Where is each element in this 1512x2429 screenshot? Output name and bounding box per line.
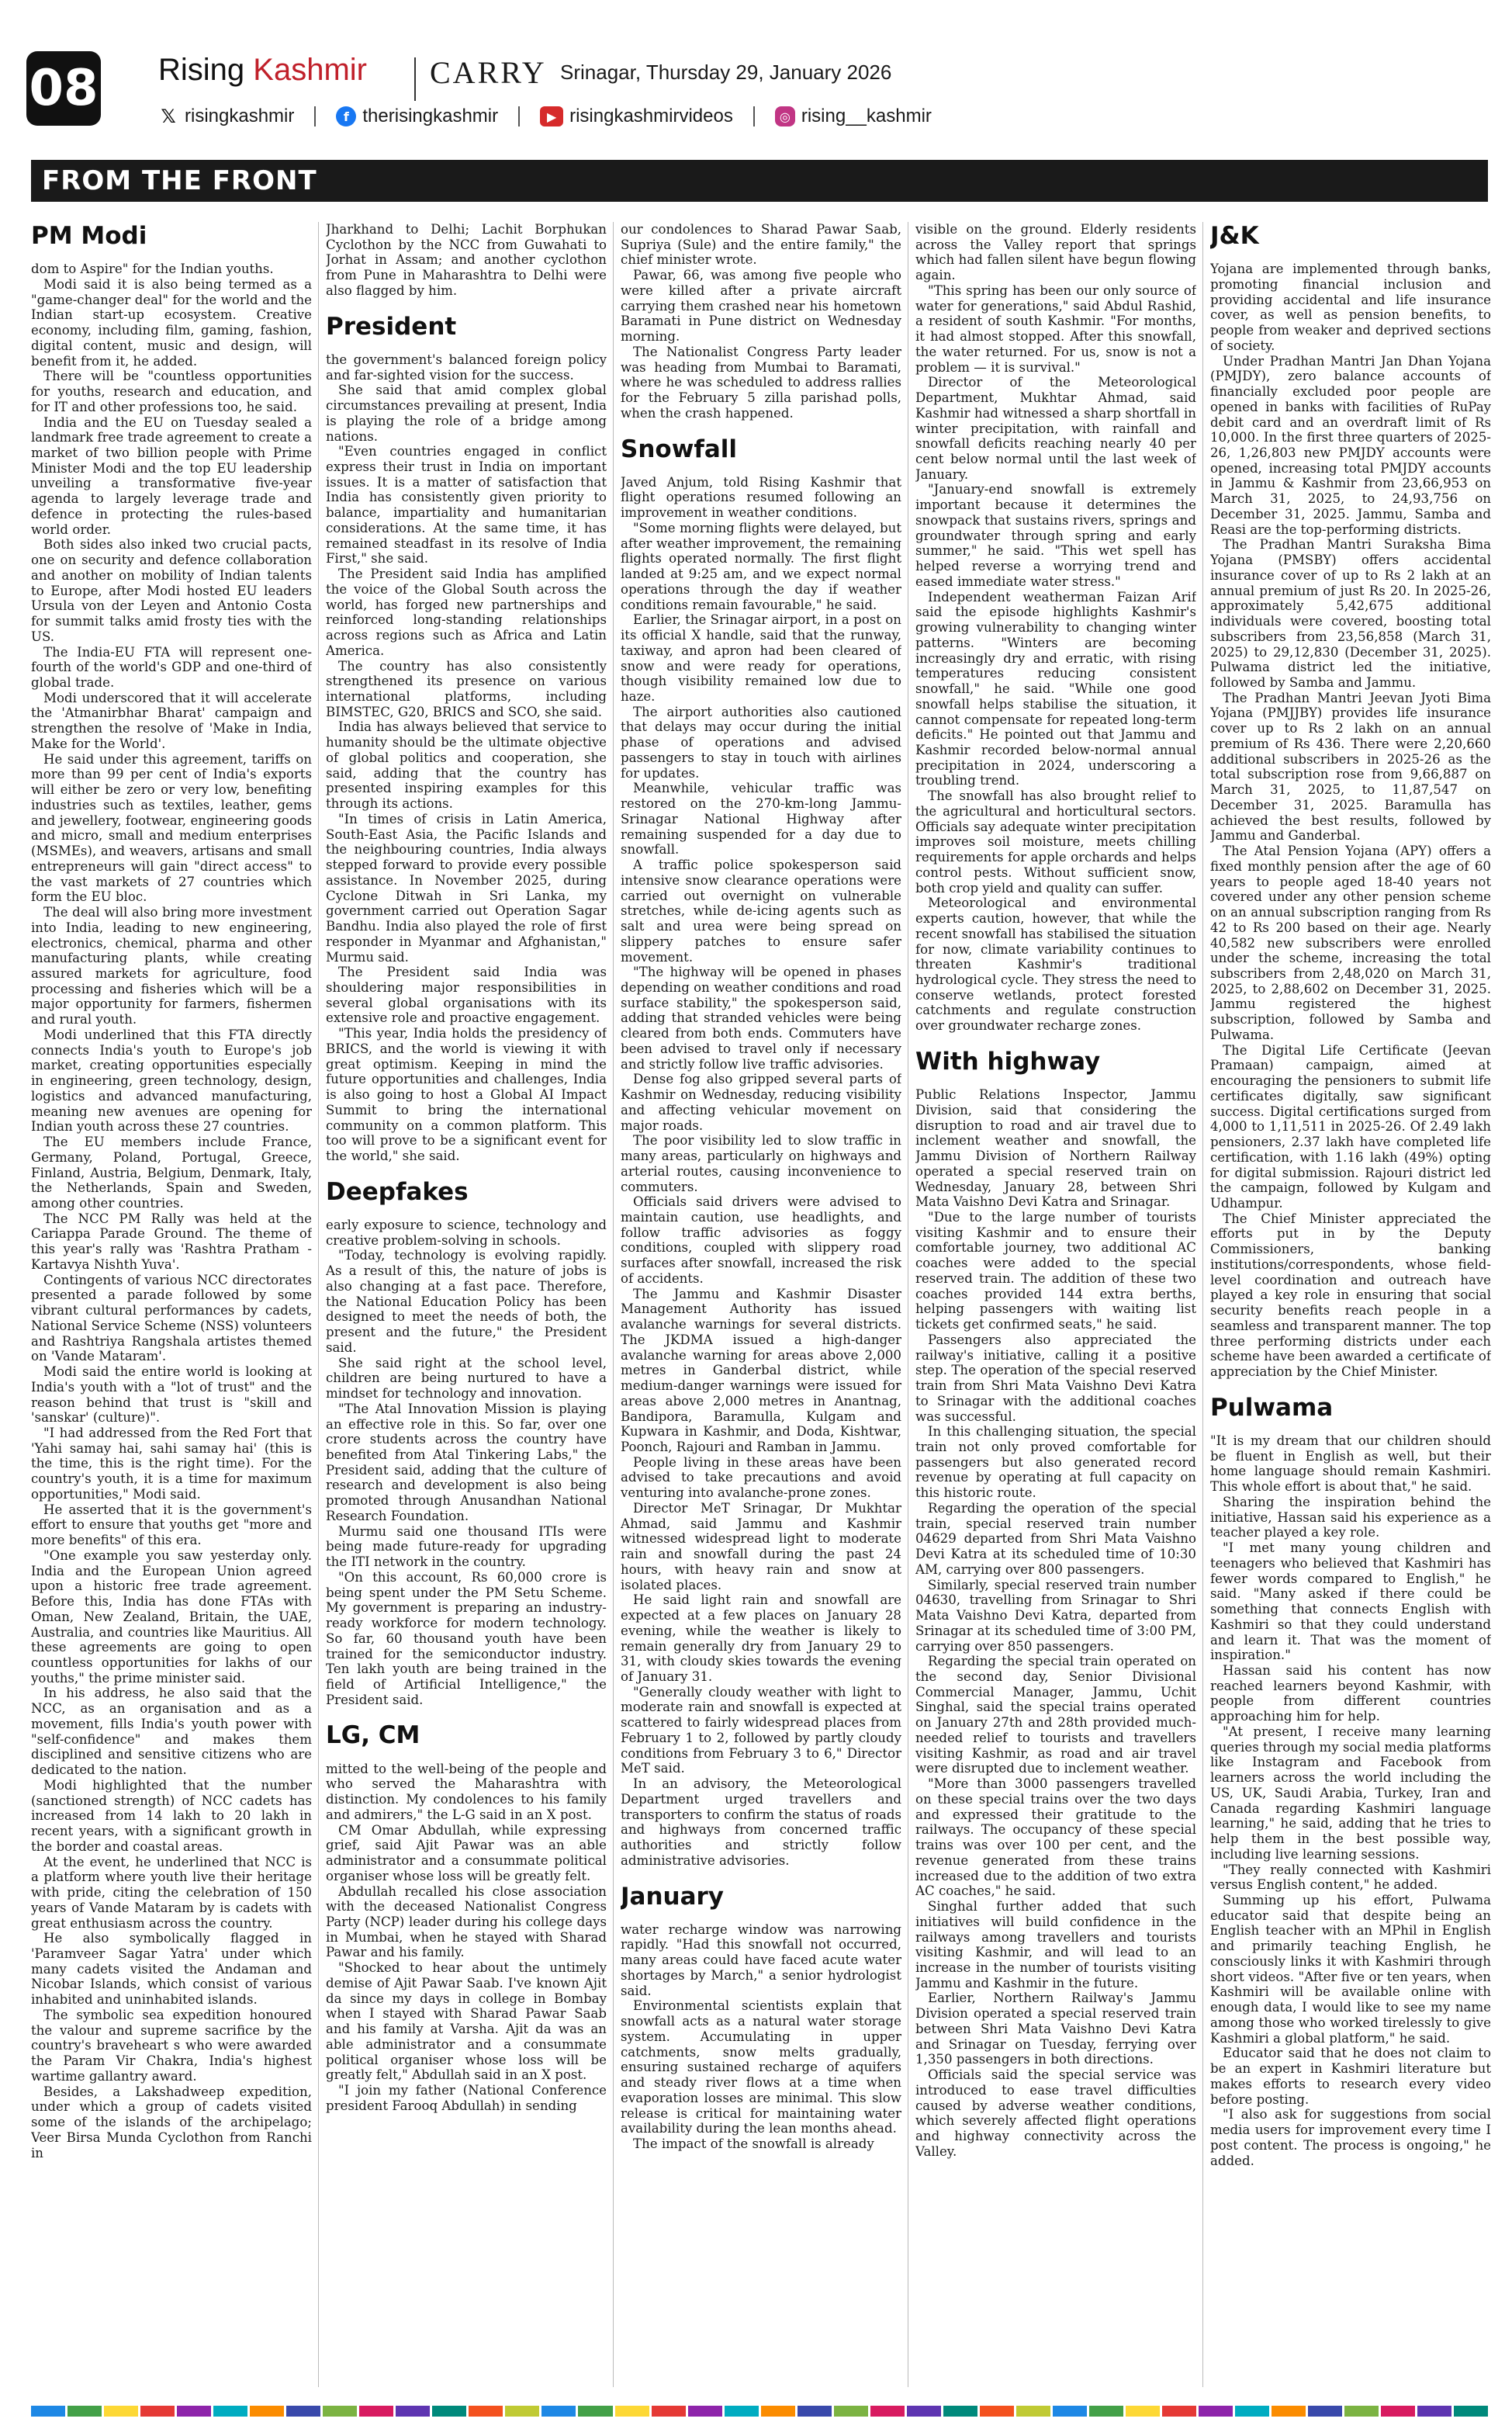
color-swatch [798,2406,832,2417]
article-paragraph: In an advisory, the Meteorological Department urged travellers and transporters to confirm the status of roads and highways from concerned traffic authorities and strictly follow administrative advisories. [621,1776,901,1868]
article-paragraph: Besides, a Lakshadweep expedition, under which a group of cadets visited some of the islands of the archipelago; Veer Birsa Munda Cyclothon from Ranchi in [31,2084,312,2160]
edition-title: CARRY [430,55,547,90]
color-swatch [250,2406,284,2417]
page-number: 08 [26,51,101,126]
article-heading: President [326,312,457,341]
column-5 [1210,222,1491,2387]
article-paragraph: "I had addressed from the Red Fort that 'Yahi samay hai, sahi samay hai' (this is the time, this is the right time). For the country's youth, it is a time for maximum opportunities," Modi said. [31,1426,312,1502]
dateline: Srinagar, Thursday 29, January 2026 [560,61,892,84]
article-heading: J&K [1210,222,1259,250]
article-paragraph: "One example you saw yesterday only. India and the European Union agreed upon a historic free trade agreement. Before this, India has done FTAs with Oman, New Zealand, Britain, the UAE, Australia, and countries like Mauritius. All these agreements are going to open countless opportunities for lakhs of our youths," the prime minister said. [31,1547,312,1686]
social-link[interactable] [775,106,932,127]
article-paragraph: Modi highlighted that the number (sanctioned strength) of NCC cadets has increased from 14 lakh to 20 lakh in recent years, with a significant growth in the border and coastal areas. [31,1777,312,1854]
article-paragraph: early exposure to science, technology and creative problem-solving in schools. [326,1217,607,1248]
article-paragraph: Javed Anjum, told Rising Kashmir that flight operations resumed following an improvement in weather conditions. [621,474,901,521]
article-paragraph: Modi said it is also being termed as a "game-changer deal" for the world and the Indian start-up ecosystem. Creative economy, including film, gaming, fashion, digital content, music and design, will benefit from it, he added. [31,276,312,369]
brand-kashmir: Kashmir [253,53,367,87]
color-swatch [1053,2406,1087,2417]
article-paragraph: "The highway will be opened in phases depending on weather conditions and road surface stability," the spokesperson said, adding that stranded vehicles were being cleared from both ends. Commuters have been advised to travel only if necessary and strictly follow live traffic advisories. [621,965,901,1072]
article-paragraph: The Chief Minister appreciated the efforts put in by the Deputy Commissioners, banking institutions/correspondents, whose field-level coordination and outreach have played a key role in ensuring that social security benefits reach people in a seamless and transparent manner. The top three performing districts under each scheme have been awarded a certificate of appreciation by the Chief Minister. [1210,1211,1491,1380]
article-paragraph: "Shocked to hear about the untimely demise of Ajit Pawar Saab. I've known Ajit da since my days in college in Bombay when I stayed with Sharad Pawar Saab and his family at Varsha. Ajit da was an able administrator and a consummate political organiser whose loss will be greatly felt," Abdullah said in an X post. [326,1960,607,2083]
column-1 [31,222,312,2387]
article-paragraph: India and the EU on Tuesday sealed a landmark free trade agreement to create a market of two billion people with Prime Minister Modi and the top EU leadership unveiling a transformative five-year agenda to largely leverage trade and defence in protecting the rules-based world order. [31,414,312,537]
article-paragraph: "This spring has been our only source of water for generations," said Abdul Rashid, a resident of south Kashmir. "For months, it had almost stopped. After this snowfall, the water returned. For us, snow is not a problem — it is survival." [915,282,1196,375]
article-paragraph: Earlier, the Srinagar airport, in a post on its official X handle, said that the runway, taxiway, and apron had been cleared of snow and were ready for operations, though visibility remained low due to haze. [621,612,901,705]
article-paragraph: Murmu said one thousand ITIs were being made future-ready for upgrading the ITI network in the country. [326,1523,607,1570]
article-paragraph: The airport authorities also cautioned that delays may occur during the initial phase of operations and advised passengers to stay in touch with airlines for updates. [621,704,901,781]
column-4 [915,222,1196,2387]
article-paragraph: "The Atal Innovation Mission is playing an effective role in this. So far, over one crore students across the country have benefited from Atal Tinkering Labs," the President said, adding that the culture of research and development is also being promoted through Anusandhan National Research Foundation. [326,1401,607,1523]
color-swatch [1344,2406,1379,2417]
article-paragraph: The snowfall has also brought relief to the agricultural and horticultural sectors. Officials say adequate winter precipitation improves soil moisture, meets chilling requirements for apple orchards and helps control pests. Without sufficient snow, both crop yield and quality can suffer. [915,788,1196,896]
article-paragraph: Jharkhand to Delhi; Lachit Borphukan Cyclothon by the NCC from Guwahati to Jorhat in Assam; and another cyclothon from Pune in Maharashtra to Delhi were also flagged by him. [326,222,607,298]
color-swatch [1089,2406,1123,2417]
color-swatch [286,2406,320,2417]
article-paragraph: Regarding the special train operated on the second day, Senior Divisional Commercial Manager, Jammu, Uchit Singhal, said the special trains operated on January 27th and 28th provided much-needed relief to tourists and travellers visiting Kashmir, as road and air travel were disrupted due to inclement weather. [915,1654,1196,1776]
article-paragraph: Dense fog also gripped several parts of Kashmir on Wednesday, reducing visibility and affecting vehicular movement on major roads. [621,1072,901,1133]
color-swatch [1126,2406,1160,2417]
article-paragraph: The Digital Life Certificate (Jeevan Pramaan) campaign, aimed at encouraging the pensioners to submit life certificates digitally, saw significant success. Digital certifications surged from 4,000 to 1,11,511 in 2025-26. Of 2.49 lakh pensioners, 2.37 lakh have completed life certification, with 1.16 lakh (49%) opting for digital submission. Rajouri district led the campaign, followed by Kulgam and Udhampur. [1210,1042,1491,1211]
article-paragraph: Modi said the entire world is looking at India's youth with a "lot of trust" and the reason behind that trust is "skill and 'sanskar' (culture)". [31,1364,312,1426]
article-paragraph: Passengers also appreciated the railway's initiative, calling it a positive step. The operation of the special reserved train from Shri Mata Vaishno Devi Katra to Srinagar with the additional coaches was successful. [915,1332,1196,1424]
article-paragraph: CM Omar Abdullah, while expressing grief, said Ajit Pawar was an able administrator and a consummate political organiser whose loss will be greatly felt. [326,1822,607,1883]
article-paragraph: Director of the Meteorological Department, Mukhtar Ahmad, said Kashmir had witnessed a sharp shortfall in winter precipitation, with rainfall and snowfall deficits reaching nearly 40 per cent below normal until the last week of January. [915,375,1196,482]
color-swatch [432,2406,466,2417]
article-paragraph: The Pradhan Mantri Jeevan Jyoti Bima Yojana (PMJJBY) provides life insurance cover up to Rs 2 lakh on an annual premium of Rs 436. There were 2,20,660 additional subscribers in 2025-26 as the total subscription rose from 9,66,887 on March 31, 2025, to 11,87,547 on December 31, 2025. Baramulla has achieved the best results, followed by Jammu and Ganderbal. [1210,690,1491,844]
column-rule [318,222,319,2387]
color-swatch [652,2406,686,2417]
article-paragraph: "On this account, Rs 60,000 crore is being spent under the PM Setu Scheme. My government is preparing an industry-ready workforce for modern technology. So far, 60 thousand youth have been trained for the semiconductor industry. Ten lakh youth are being trained in the field of Artificial Intelligence," the President said. [326,1569,607,1707]
article-paragraph: Sharing the inspiration behind the initiative, Hassan said his experience as a teacher played a key role. [1210,1494,1491,1540]
article-body [326,1218,607,1708]
article-body [621,1922,901,2152]
color-swatch [980,2406,1014,2417]
article-paragraph: Meanwhile, vehicular traffic was restored on the 270-km-long Jammu-Srinagar National Highway after remaining suspended for a day due to snowfall. [621,781,901,858]
color-swatch [67,2406,102,2417]
color-swatch [834,2406,868,2417]
article-paragraph: "It is my dream that our children should be fluent in English as well, but their home language should remain Kashmiri. This whole effort is about that," he said. [1210,1433,1491,1495]
article-paragraph: "Generally cloudy weather with light to moderate rain and snowfall is expected at scattered to fairly widespread places from February 1 to 2, followed by partly cloudy conditions from February 3 to 6," Director MeT said. [621,1684,901,1776]
social-handle: risingkashmirvideos [569,106,733,126]
color-swatch [469,2406,503,2417]
article-body [621,222,901,421]
article-paragraph: Pawar, 66, was among five people who were killed after a private aircraft carrying them crashed near his hometown Baramati in Pune district on Wednesday morning. [621,268,901,345]
column-3 [621,222,901,2387]
color-swatch [1417,2406,1451,2417]
social-separator [314,106,316,126]
social-link[interactable] [158,106,294,127]
article-body [326,222,607,299]
article-paragraph: Both sides also inked two crucial pacts, one on security and defence collaboration and another on mobility of Indian talents to Europe, after Modi hosted EU leaders Ursula von der Leyen and Antonio Costa for summit talks amid frosty ties with the US. [31,537,312,644]
column-2 [326,222,607,2387]
article-paragraph: dom to Aspire" for the Indian youths. [31,262,274,277]
article-paragraph: Earlier, Northern Railway's Jammu Division operated a special reserved train between Shri Mata Vaishno Devi Katra and Srinagar on Tuesday, ferrying over 1,350 passengers in both directions. [915,1991,1196,2067]
color-swatch [505,2406,539,2417]
article-body [31,262,312,2160]
article-paragraph: "I also ask for suggestions from social media users for improvement every time I post content. The process is ongoing," he added. [1210,2107,1491,2168]
article-paragraph: Environmental scientists explain that snowfall acts as a natural water storage system. Accumulating in upper catchments, snow melts gradually, ensuring sustained recharge of aquifers and steady river flows at a time when evaporation losses are minimal. This slow release is critical for maintaining water availability during the lean months ahead. [621,1998,901,2136]
article-paragraph: "Some morning flights were delayed, but after weather improvement, the remaining flights operated normally. The first flight landed at 9:25 am, and we expect normal operations through the day if weather conditions remain favourable," he said. [621,520,901,612]
article-paragraph: Meteorological and environmental experts caution, however, that while the recent snowfall has stabilised the situation for now, climate variability continues to threaten Kashmir's traditional hydrological cycle. They stress the need to conserve wetlands, protect forested catchments and regulate construction over groundwater recharge zones. [915,896,1196,1034]
social-handle: therisingkashmir [362,106,499,126]
brand-rising: Rising [158,53,245,87]
article-paragraph: The Jammu and Kashmir Disaster Management Authority has issued avalanche warnings for several districts. The JKDMA issued a high-danger avalanche warning for areas above 2,000 metres in Ganderbal district, while medium-danger warnings were issued for areas above 2,000 metres in Anantnag, Bandipora, Baramulla, Kulgam and Kupwara in Kashmir, and Doda, Kishtwar, Poonch, Rajouri and Ramban in Jammu. [621,1286,901,1454]
section-title: FROM THE FRONT [31,160,1488,202]
article-body [1210,1433,1491,2168]
article-paragraph: Similarly, special reserved train number 04630, travelling from Srinagar to Shri Mata Vaishno Devi Katra, departed from Srinagar at its scheduled time of 3:00 PM, carrying over 850 passengers. [915,1577,1196,1654]
article-paragraph: The symbolic sea expedition honoured the valour and supreme sacrifice by the country's braveheart s who were awarded the Param Vir Chakra, India's highest wartime gallantry award. [31,2007,312,2084]
article-paragraph: The President said India was shouldering major responsibilities in several global organisations with its extensive role and proactive engagement. [326,965,607,1026]
article-paragraph: Yojana are implemented through banks, promoting financial inclusion and providing accidental and life insurance cover, as well as pension benefits, to people from weaker and deprived sections of society. [1210,262,1491,353]
article-paragraph: The country has also consistently strengthened its presence on various international platforms, including BIMSTEC, G20, BRICS and SCO, she said. [326,658,607,719]
article-paragraph: The EU members include France, Germany, Poland, Portugal, Greece, Finland, Austria, Belgium, Denmark, Italy, the Netherlands, Spain and Sweden, among other countries. [31,1135,312,1211]
article-heading: January [621,1882,725,1911]
article-paragraph: Under Pradhan Mantri Jan Dhan Yojana (PMJDY), zero balance accounts of financially excluded poor people are opened in banks with facilities of RuPay debit card and an overdraft limit of Rs 10,000. In the first three quarters of 2025-26, 1,26,803 new PMJDY accounts were opened, increasing total PMJDY accounts in Jammu & Kashmir from 23,66,953 on March 31, 2025, to 24,93,756 on December 31, 2025. Jammu, Samba and Reasi are the top-performing districts. [1210,353,1491,537]
instagram-icon: ◎ [775,106,795,126]
article-paragraph: The NCC PM Rally was held at the Cariappa Parade Ground. The theme of this year's rally was 'Rashtra Pratham - Kartavya Nishth Yuva'. [31,1211,312,1272]
article-paragraph: Educator said that he does not claim to be an expert in Kashmiri literature but makes efforts to research every video before posting. [1210,2046,1491,2107]
article-paragraph: "In times of crisis in Latin America, South-East Asia, the Pacific Islands and the neighbouring countries, India always stepped forward to provide every possible assistance. In November 2025, during Cyclone Ditwah in Sri Lanka, my government carried out Operation Sagar Bandhu. India also played the role of first responder in Myanmar and Afghanistan," Murmu said. [326,811,607,965]
article-paragraph: Officials said the special service was introduced to ease travel difficulties caused by adverse weather conditions, which severely affected flight operations and highway connectivity across the Valley. [915,2067,1196,2159]
article-paragraph: "January-end snowfall is extremely important because it determines the snowpack that sustains rivers, springs and groundwater through spring and early summer," he said. "This wet spell has helped reverse a worrying trend and eased immediate water stress." [915,482,1196,589]
color-swatch [359,2406,393,2417]
social-handle: risingkashmir [185,106,295,126]
article-paragraph: the government's balanced foreign policy and far-sighted vision for the success. [326,352,607,383]
article-paragraph: The Pradhan Mantri Suraksha Bima Yojana (PMSBY) offers accidental insurance cover of up to Rs 2 lakh at an annual premium of just Rs 20. In 2025-26, approximately 5,42,675 additional individuals were covered, boosting total subscribers from 23,56,858 (March 31, 2025) to 29,12,830 (December 31, 2025). Pulwama district led the initiative, followed by Samba and Jammu. [1210,537,1491,691]
color-swatch [396,2406,430,2417]
article-paragraph: There will be "countless opportunities for youths, research and education, and for IT and other professions too, he said. [31,369,312,414]
masthead-divider [414,57,416,101]
color-swatch [870,2406,905,2417]
color-swatch [1308,2406,1342,2417]
article-paragraph: In his address, he also said that the NCC, as an organisation and as a movement, fills India's youth power with "self-confidence" and makes them disciplined and sensitive citizens who are dedicated to the nation. [31,1686,312,1778]
article-paragraph: "Even countries engaged in conflict express their trust in India on important issues. It is a matter of satisfaction that India has consistently given priority to balance, impartiality and humanitarian considerations. At the same time, it has remained steadfast in its resolve of India First," she said. [326,444,607,567]
article-paragraph: He said under this agreement, tariffs on more than 99 per cent of India's exports will either be zero or very low, benefiting industries such as textiles, leather, gems and jewellery, footwear, engineering goods and micro, small and medium enterprises (MSMEs), and weavers, artisans and small entrepreneurs will gain "direct access" to the vast markets of 27 countries which form the EU bloc. [31,751,312,905]
article-paragraph: He asserted that it is the government's effort to ensure that youths get "more and more benefits" of this era. [31,1502,312,1548]
x-icon: 𝕏 [158,106,178,126]
article-heading: With highway [915,1047,1101,1076]
article-paragraph: "Due to the large number of tourists visiting Kashmir and to ensure their comfortable journey, two additional AC coaches were added to the special reserved train. The addition of these two coaches provided 144 extra berths, helping passengers with waiting list tickets get confirmed seats," he said. [915,1209,1196,1332]
article-paragraph: He said light rain and snowfall are expected at a few places on January 28 evening, while the weather is likely to remain generally dry from January 29 to 31, with cloudy skies towards the evening of January 31. [621,1592,901,1685]
article-paragraph: "Today, technology is evolving rapidly. As a result of this, the nature of jobs is also changing at a fast pace. Therefore, the National Education Policy has been designed to meet the needs of both, the present and the future," the President said. [326,1248,607,1355]
color-swatch [907,2406,941,2417]
article-paragraph: Contingents of various NCC directorates presented a parade followed by some vibrant cultural performances by cadets, National Service Scheme (NSS) volunteers and Rashtriya Rangshala artistes themed on 'Vande Mataram'. [31,1272,312,1364]
color-swatch [323,2406,357,2417]
article-body [326,352,607,1164]
article-paragraph: The impact of the snowfall is already [633,2136,874,2152]
article-heading: Deepfakes [326,1177,469,1206]
article-body [621,475,901,1869]
color-swatch [761,2406,795,2417]
article-heading: Pulwama [1210,1393,1334,1422]
article-body [1210,262,1491,1380]
article-paragraph: visible on the ground. Elderly residents across the Valley report that springs which had fallen silent have begun flowing again. [915,222,1196,283]
article-paragraph: The poor visibility led to slow traffic in many areas, particularly on highways and arterial routes, causing inconvenience to commuters. [621,1133,901,1194]
article-paragraph: The India-EU FTA will represent one-fourth of the world's GDP and one-third of global trade. [31,644,312,691]
article-paragraph: She said that amid complex global circumstances prevailing at present, India is playing the role of a bridge among nations. [326,383,607,444]
article-paragraph: Officials said drivers were advised to maintain caution, use headlights, and follow traffic advisories as foggy conditions, coupled with slippery road surfaces after snowfall, increased the risk of accidents. [621,1194,901,1286]
color-swatch [688,2406,722,2417]
color-swatch [140,2406,175,2417]
article-body [915,1087,1196,2159]
social-separator [518,106,520,126]
article-paragraph: Singhal further added that such initiatives will build confidence in the railways among travellers and tourists visiting Kashmir, and will lead to an increase in the number of tourists visiting Jammu and Kashmir in the future. [915,1899,1196,1991]
article-paragraph: water recharge window was narrowing rapidly. "Had this snowfall not occurred, many areas could have faced acute water shortages by March," a senior hydrologist said. [621,1921,901,1998]
youtube-icon: ▶ [540,106,563,126]
article-paragraph: "At present, I receive many learning queries through my social media platforms like Instagram and Facebook from learners across the world including the US, UK, Saudi Arabia, Turkey, Iran and Canada regarding Kashmiri language learning," he said, adding that he tries to help them in the best possible way, including live learning sessions. [1210,1724,1491,1862]
article-paragraph: The Atal Pension Yojana (APY) offers a fixed monthly pension after the age of 60 years to people aged 18-40 years not covered under any other pension scheme on an annual subscription ranging from Rs 42 to Rs 200 based on their age. Nearly 40,582 new subscribers were enrolled under the scheme, increasing the total subscribers from 2,48,020 on March 31, 2025, to 2,88,602 on December 31, 2025. Jammu registered the highest subscription, followed by Samba and Pulwama. [1210,844,1491,1042]
color-swatch [1272,2406,1306,2417]
social-handles [158,106,932,127]
color-swatch [1454,2406,1488,2417]
social-handle: rising__kashmir [801,106,932,126]
color-strip [31,2406,1488,2417]
brand-logo[interactable] [158,53,367,88]
article-paragraph: Public Relations Inspector, Jammu Division, said that considering the disruption to road and air travel due to inclement weather and snowfall, the Jammu Division of Northern Railway operated a special reserved train on Wednesday, January 28, between Shri Mata Vaishno Devi Katra and Srinagar. [915,1087,1196,1210]
article-body [915,222,1196,1034]
color-swatch [578,2406,612,2417]
article-paragraph: Regarding the operation of the special train, special reserved train number 04629 departed from Shri Mata Vaishno Devi Katra at its scheduled time of 10:30 AM, carrying over 800 passengers. [915,1500,1196,1577]
color-swatch [177,2406,211,2417]
article-paragraph: "They really connected with Kashmiri versus English content," he added. [1210,1862,1491,1893]
social-link[interactable] [336,106,498,127]
color-swatch [31,2406,65,2417]
color-swatch [725,2406,759,2417]
article-paragraph: The Nationalist Congress Party leader was heading from Mumbai to Baramati, where he was scheduled to address rallies for the February 5 zilla parishad polls, when the crash happened. [621,344,901,421]
article-paragraph: "More than 3000 passengers travelled on these special trains over the two days and expressed their gratitude to the railways. The occupancy of these special trains was over 100 per cent, and the revenue generated from these trains increased due to the addition of two extra AC coaches," he said. [915,1776,1196,1899]
article-paragraph: "I met many young children and teenagers who believed that Kashmiri has fewer words compared to English," he said. "Many asked if there could be something that connects English with Kashmiri so that they could understand and learn it. That was the moment of inspiration." [1210,1540,1491,1663]
color-swatch [104,2406,138,2417]
article-paragraph: Abdullah recalled his close association with the deceased Nationalist Congress Party (NCP) leader during his college days in Mumbai, when he stayed with Sharad Pawar and his family. [326,1883,607,1960]
article-heading: LG, CM [326,1721,420,1750]
article-paragraph: Director MeT Srinagar, Dr Mukhtar Ahmad, said Jammu and Kashmir witnessed widespread light to moderate rain and snowfall during the past 24 hours, with heavy rain and snow at isolated places. [621,1500,901,1592]
article-heading: PM Modi [31,222,147,250]
color-swatch [943,2406,977,2417]
color-swatch [541,2406,576,2417]
social-separator [753,106,755,126]
article-paragraph: mitted to the well-being of the people and who served the Maharashtra with distinction. My condolences to his family and admirers," the L-G said in an X post. [326,1761,607,1822]
social-link[interactable] [540,106,733,127]
color-swatch [615,2406,649,2417]
article-paragraph: A traffic police spokesperson said intensive snow clearance operations were carried out overnight on vulnerable stretches, while de-icing agents such as salt and urea were being spread on slippery patches to ensure safer movement. [621,858,901,965]
article-paragraph: Summing up his effort, Pulwama educator said that despite being an English teacher with an MPhil in English and primarily teaching English, he consciously links it with Kashmiri through short videos. "After five or ten years, when Kashmiri will be available online with enough data, I would like to see my name among those who worked tirelessly to give Kashmiri a global platform," he said. [1210,1893,1491,2046]
article-paragraph: He also symbolically flagged in 'Paramveer Sagar Yatra' under which many cadets visited the Andaman and Nicobar Islands, which consist of various inhabited and uninhabited islands. [31,1931,312,2008]
color-swatch [213,2406,247,2417]
article-body [326,1762,607,2114]
article-paragraph: Modi underlined that this FTA directly connects India's youth to Europe's job market, creating opportunities especially in engineering, green technology, design, logistics and advanced manufacturing, meaning new avenues are opening for Indian youth across these 27 countries. [31,1027,312,1135]
article-paragraph: Modi underscored that it will accelerate the 'Atmanirbhar Bharat' campaign and strengthen the resolve of 'Make in India, Make for the World'. [31,690,312,751]
article-paragraph: The President said India has amplified the voice of the Global South across the world, has forged new partnerships and reinforced long-standing relationships across regions such as Africa and Latin America. [326,567,607,658]
article-paragraph: At the event, he underlined that NCC is a platform where youth live their heritage with pride, citing the celebration of 150 years of Vande Mataram by is cadets with great enthusiasm across the country. [31,1854,312,1931]
article-paragraph: The deal will also bring more investment into India, leading to new engineering, electronics, chemical, pharma and other manufacturing plants, while creating assured markets for agriculture, food processing and fisheries which will be a major opportunity for farmers, fishermen and rural youth. [31,905,312,1027]
article-paragraph: India has always believed that service to humanity should be the ultimate objective of global politics and cooperation, she said, adding that the country has presented inspiring examples for this through its actions. [326,719,607,812]
color-swatch [1381,2406,1415,2417]
article-paragraph: "This year, India holds the presidency of BRICS, and the world is viewing it with great optimism. Keeping in mind the future opportunities and challenges, India is also going to host a Global AI Impact Summit to bring the international community on a common platform. This too will prove to be a significant event for the world," she said. [326,1026,607,1164]
color-swatch [1235,2406,1269,2417]
article-paragraph: Independent weatherman Faizan Arif said the episode highlights Kashmir's growing vulnerability to changing winter patterns. "Winters are becoming increasingly dry and erratic, with rising temperatures reducing consistent snowfall," he said. "While one good snowfall helps stabilise the situation, it cannot compensate for repeated long-term deficits." He pointed out that Jammu and Kashmir recorded below-normal annual precipitation in 2024, underscoring a troubling trend. [915,589,1196,788]
color-swatch [1016,2406,1050,2417]
color-swatch [1162,2406,1196,2417]
column-rule [1202,222,1203,2387]
facebook-icon: f [336,106,356,126]
column-rule [613,222,614,2387]
article-heading: Snowfall [621,435,737,463]
color-swatch [1199,2406,1233,2417]
article-paragraph: "I join my father (National Conference president Farooq Abdullah) in sending [326,2083,607,2113]
article-paragraph: People living in these areas have been advised to take precautions and avoid venturing into avalanche-prone zones. [621,1454,901,1501]
article-paragraph: She said right at the school level, children are being nurtured to have a mindset for technology and innovation. [326,1355,607,1402]
article-paragraph: Hassan said his content has now reached learners beyond Kashmir, with people from different countries approaching him for help. [1210,1663,1491,1724]
article-paragraph: our condolences to Sharad Pawar Saab, Supriya (Sule) and the entire family," the chief minister wrote. [621,222,901,268]
article-paragraph: In this challenging situation, the special train not only proved comfortable for passengers but also generated record revenue by operating at full capacity on this historic route. [915,1424,1196,1501]
masthead [26,37,1485,140]
